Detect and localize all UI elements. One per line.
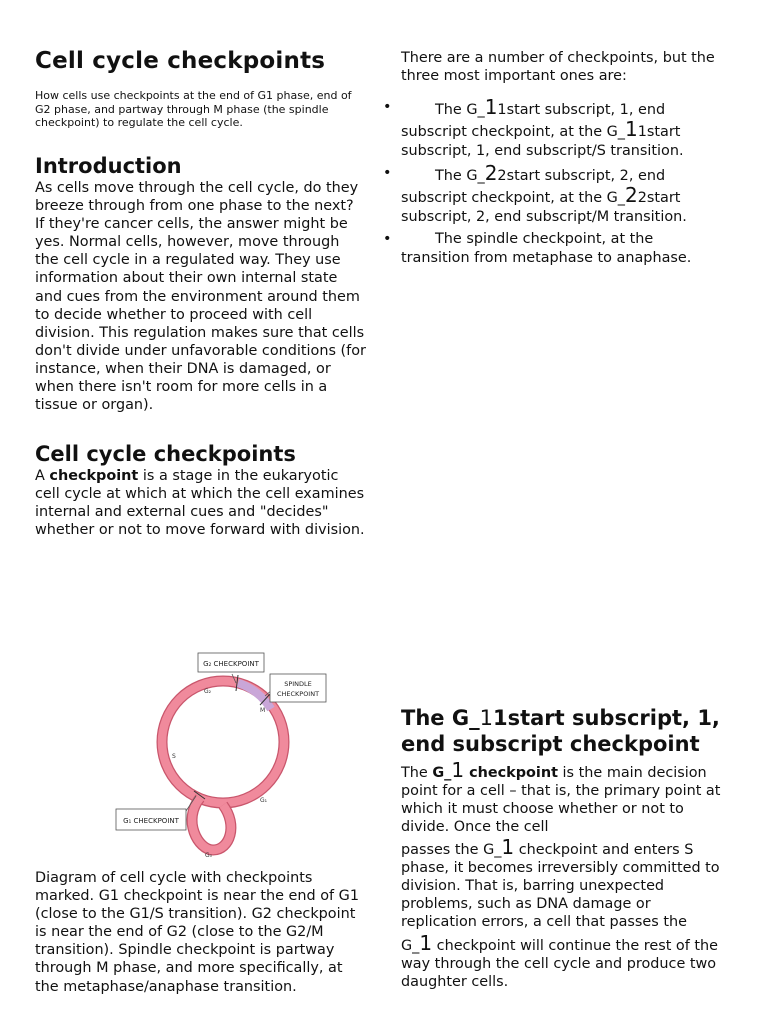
heading-part-c: end subscript checkpoint — [401, 732, 700, 756]
g1-paragraph-3 — [401, 931, 731, 991]
heading-subscript: 1 — [479, 706, 493, 730]
bullet-text-a: The spindle checkpoint, at the — [435, 231, 654, 247]
p2-a: passes the G_ — [401, 842, 502, 858]
page-title: Cell cycle checkpoints — [35, 48, 326, 74]
list-item — [383, 230, 731, 268]
bullet-sub-1: 1 — [484, 95, 498, 119]
bullet-text-c: subscript checkpoint, at the G_ — [401, 124, 625, 140]
p1-a: The — [401, 765, 433, 781]
g2-checkpoint-label: G₂ CHECKPOINT — [203, 660, 259, 668]
g1-paragraph-2 — [401, 835, 731, 931]
diagram-caption: Diagram of cell cycle with checkpoints marked. G1 checkpoint is near the end of G1 (close to the G1/S transition). G2 checkpoint is near the end of G2 (close to the G2/M transition). Spindle checkpoint is partway through M phase, and more specifically, at the metaphase/anaphase transition. — [35, 870, 359, 995]
page-summary: How cells use checkpoints at the end of G1 phase, end of G2 phase, and partway through M phase (the spindle checkpoint) to regulate the cell cycle. — [35, 89, 352, 130]
p2-sub: 1 — [501, 835, 515, 859]
bullet-dot: • — [383, 99, 392, 115]
introduction-heading: Introduction — [35, 154, 182, 178]
p2-rest: phase, it becomes irreversibly committed to division. That is, barring unexpected problems, such as DNA damage or replication errors, a cell that passes the — [401, 860, 720, 931]
cell-cycle-diagram — [110, 645, 340, 865]
list-item — [383, 95, 731, 161]
p1-bold — [432, 758, 558, 782]
p1-bold-sub: 1 — [451, 758, 465, 782]
spindle-label-line2: CHECKPOINT — [276, 690, 320, 698]
introduction-paragraph: As cells move through the cell cycle, do they breeze through from one phase to the next? If they're cancer cells, the answer might be yes. Normal cells, however, move through the cell cycle in a regulated way. They use information about their own internal state and cues from the environment around them to decide whether to proceed with cell division. This regulation makes sure that cells don't divide under unfavorable conditions (for instance, when their DNA is damaged, or when there isn't room for more cells in a tissue or organ). — [35, 180, 366, 414]
heading-part-a: The G_ — [401, 706, 480, 730]
spindle-label-line1: SPINDLE — [284, 680, 312, 688]
p3-sub: 1 — [419, 931, 433, 955]
bullet-sub-2: 2 — [624, 183, 638, 207]
bullet-text-d: 1start — [637, 124, 681, 140]
bullet-text-d: 2start — [637, 190, 681, 206]
g1-checkpoint-label: G₁ CHECKPOINT — [123, 817, 179, 825]
p3-b: checkpoint will continue the rest of the way through the cell cycle and produce two daughter cells. — [401, 938, 718, 991]
bullet-sub-2: 1 — [624, 117, 638, 141]
g1-paragraph-1 — [401, 758, 731, 836]
checkpoints-intro: There are a number of checkpoints, but the three most important ones are: — [401, 50, 715, 85]
g2-phase-label: G₂ — [204, 688, 212, 695]
checkpoint-term: checkpoint — [49, 468, 139, 484]
bullet-text-e: subscript, 1, end subscript/S transition. — [401, 143, 684, 159]
s-phase-label: S — [172, 753, 176, 760]
p1-bold-a: G_ — [432, 765, 452, 781]
bullet-text-b: 1start subscript, 1, end — [497, 102, 666, 118]
p2-b: checkpoint and enters S — [514, 842, 694, 858]
bullet-text-a: The G_ — [435, 168, 485, 184]
def-pre: A — [35, 468, 50, 484]
list-item — [383, 161, 731, 227]
bullet-text-a: The G_ — [435, 102, 485, 118]
m-phase-label: M — [260, 707, 266, 714]
g0-phase-label: G₀ — [205, 852, 213, 859]
g1-checkpoint-heading — [401, 705, 741, 757]
def-post: is a stage in the eukaryotic cell cycle at which at which the cell examines internal and external cues and "decides" whether or not to move forward with division. — [35, 468, 365, 539]
g1-phase-label: G₁ — [260, 797, 268, 804]
bullet-sub-1: 2 — [484, 161, 498, 185]
p1-rest: is the main decision point for a cell – that is, the primary point at which it must choose whether or not to divide. Once the cell — [401, 765, 721, 836]
checkpoint-list — [383, 95, 731, 268]
bullet-dot: • — [383, 165, 392, 181]
bullet-dot: • — [383, 231, 392, 247]
checkpoints-heading: Cell cycle checkpoints — [35, 442, 296, 466]
bullet-text-e: transition from metaphase to anaphase. — [401, 250, 692, 266]
bullet-text-b: 2start subscript, 2, end — [497, 168, 666, 184]
bullet-text-e: subscript, 2, end subscript/M transition. — [401, 209, 687, 225]
heading-part-b: 1start subscript, 1, — [492, 706, 720, 730]
bullet-text-c: subscript checkpoint, at the G_ — [401, 190, 625, 206]
m-phase-segment — [238, 683, 271, 709]
checkpoint-definition — [35, 467, 367, 539]
p1-bold-b: checkpoint — [464, 765, 558, 781]
p3-a: G_ — [401, 938, 420, 954]
